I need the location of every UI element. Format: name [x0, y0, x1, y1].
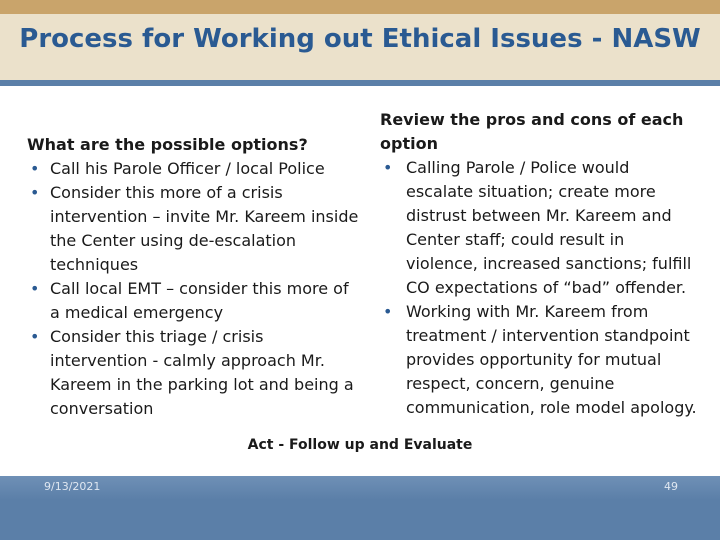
options-column [27, 133, 362, 421]
pros-cons-column [380, 108, 700, 420]
list-item: • Consider this triage / crisis intervention - calmly approach Mr. Kareem in the parking lot and being a conversation [27, 325, 362, 421]
bottom-band-highlight [0, 476, 720, 500]
act-footer-line: Act - Follow up and Evaluate [247, 437, 473, 453]
list-item: • Calling Parole / Police would escalate situation; create more distrust between Mr. Kareem and Center staff; could result in violence, increased sanctions; fulfill CO expectations of “bad” offender. [380, 156, 700, 300]
slide-date: 9/13/2021 [44, 480, 101, 493]
options-heading: What are the possible options? [27, 135, 308, 154]
options-list [27, 157, 362, 421]
slide-page-number: 49 [664, 480, 678, 493]
slide-title: Process for Working out Ethical Issues - NASW [19, 24, 701, 54]
top-accent-stripe [0, 0, 720, 14]
list-item: • Call local EMT – consider this more of a medical emergency [27, 277, 362, 325]
pros-cons-heading: Review the pros and cons of each option [380, 110, 684, 153]
list-item: • Working with Mr. Kareem from treatment / intervention standpoint provides opportunity for mutual respect, concern, genuine communication, role model apology. [380, 300, 700, 420]
pros-cons-list [380, 156, 700, 420]
list-item: • Call his Parole Officer / local Police [27, 157, 362, 181]
list-item: • Consider this more of a crisis intervention – invite Mr. Kareem inside the Center using de-escalation techniques [27, 181, 362, 277]
